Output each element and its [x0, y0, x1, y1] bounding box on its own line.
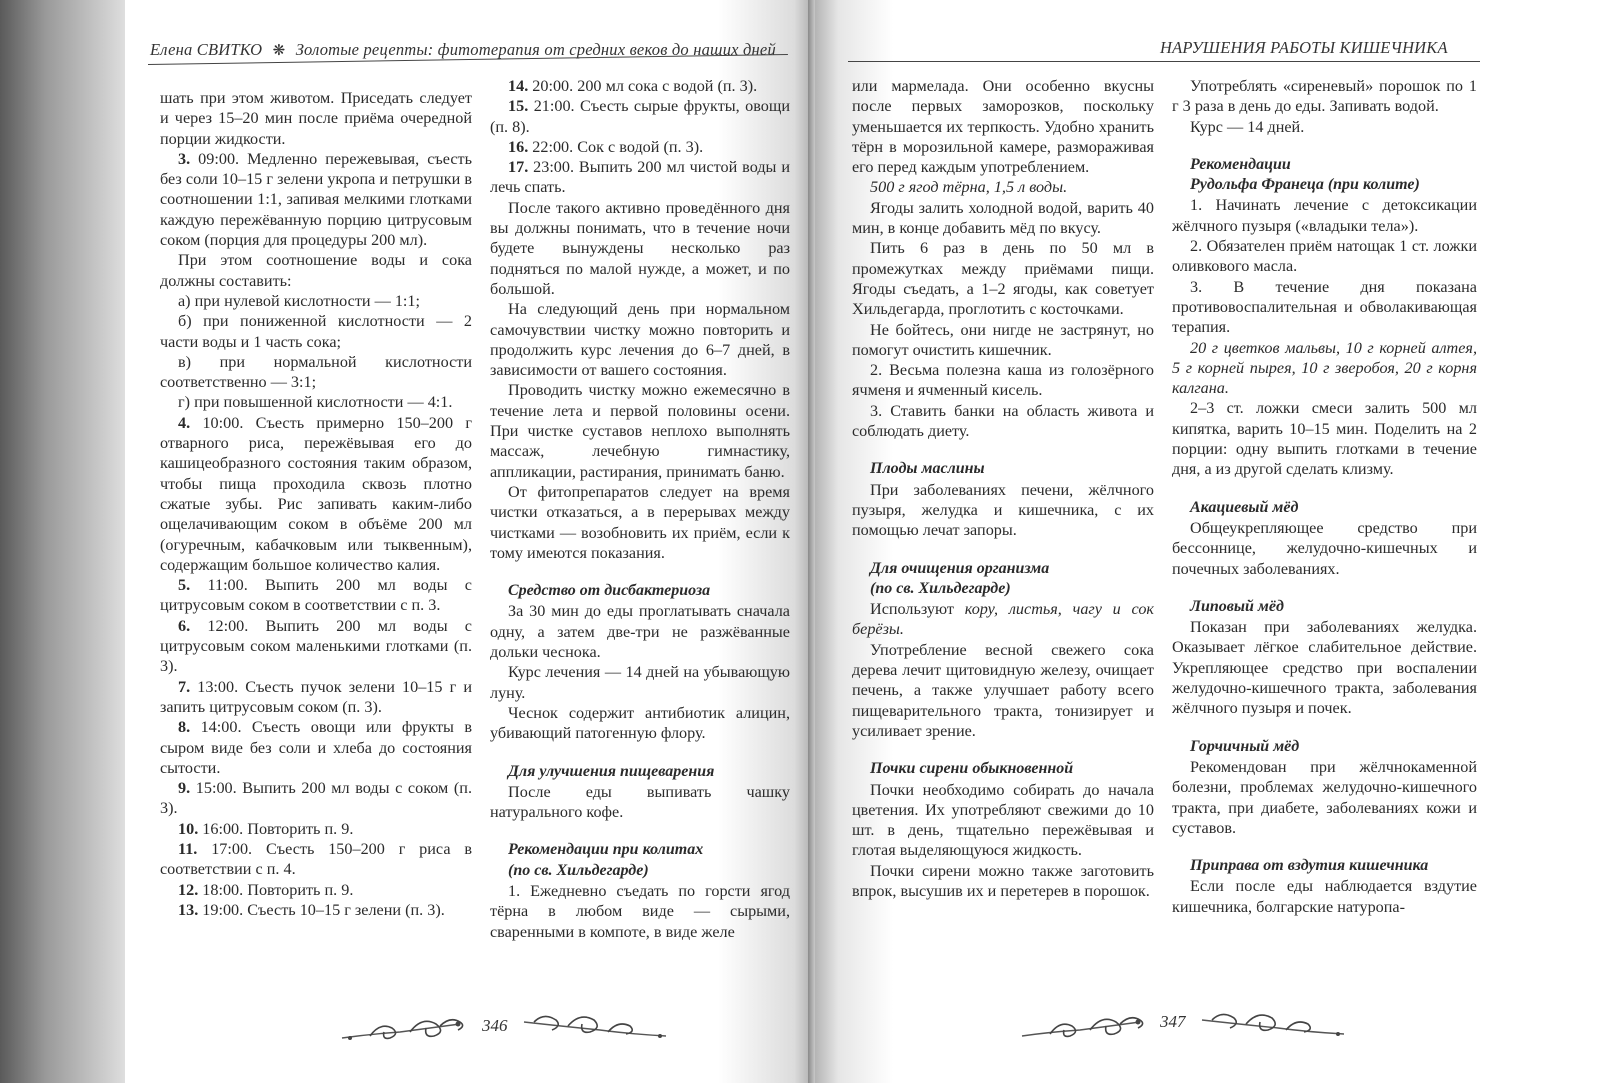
paragraph: 2. Обязателен приём натощак 1 ст. ложки оливкового масла.	[1172, 237, 1477, 276]
left-page-column-1	[160, 88, 472, 920]
right-footer-ornament-right-icon	[1198, 1008, 1348, 1044]
section-heading: Рекомендации	[1190, 155, 1291, 173]
numbered-step: 13. 19:00. Съесть 10–15 г зелени (п. 3).	[178, 900, 445, 919]
header-book-title: Золотые рецепты: фитотерапия от средних веков до наших дней	[295, 40, 776, 59]
left-footer-ornament-right-icon	[520, 1010, 670, 1046]
section-heading: Акациевый мёд	[1190, 498, 1299, 516]
paragraph: Почки сирени можно также заготовить впрок, высушив их и перетерев в порошок.	[852, 861, 1154, 900]
recipe-ingredients: 20 г цветков мальвы, 10 г корней алтея, 5 г корней пырея, 10 г зверобоя, 20 г корня калгана.	[1172, 338, 1477, 398]
section-heading: Липовый мёд	[1190, 597, 1284, 615]
header-chapter: НАРУШЕНИЯ РАБОТЫ КИШЕЧНИКА	[1160, 38, 1448, 57]
paragraph: 3. Ставить банки на область живота и соблюдать диету.	[852, 401, 1154, 441]
paragraph: Рекомендован при жёлчнокаменной болезни, проблемах желудочно-кишечного тракта, при диабете, заболеваниях кожи и суставов.	[1172, 757, 1477, 837]
numbered-step: 14. 20:00. 200 мл сока с водой (п. 3).	[508, 77, 758, 95]
paragraph: Используют кору, листья, чагу и сок берёзы.	[852, 600, 1154, 639]
right-page-column-1	[852, 76, 1154, 901]
header-author: Елена СВИТКО	[150, 40, 263, 59]
list-item: в) при нормальной кислотности соответственно — 3:1;	[160, 352, 472, 392]
section-subheading: Рудольфа Франеца (при колите)	[1190, 176, 1420, 194]
list-item: г) при повышенной кислотности — 4:1.	[178, 393, 453, 412]
numbered-step: 15. 21:00. Съесть сырые фрукты, овощи (п. 8).	[490, 97, 790, 136]
paragraph: 1. Начинать лечение с детоксикации жёлчного пузыря («владыки тела»).	[1172, 196, 1477, 235]
left-footer-ornament-icon	[340, 1012, 480, 1048]
paragraph: За 30 мин до еды проглатывать сначала одну, а затем две-три не разжёванные дольки чеснока.	[490, 602, 790, 662]
left-running-header	[150, 40, 776, 60]
paragraph: 2–3 ст. ложки смеси залить 500 мл кипятка, варить 10–15 мин. Поделить на 2 порции: одну выпить глотками в течение дня, а из другой сделать клизму.	[1172, 399, 1477, 479]
paragraph: Проводить чистку можно ежемесячно в течение лета и первой половины осени. При чистке суставов неплохо выполнять массаж, лечебную гимнастику, аппликации, растирания, принимать баню.	[490, 381, 790, 481]
paragraph: 3. В течение дня показана противовоспалительная и обволакивающая терапия.	[1172, 277, 1477, 337]
section-heading: Почки сирени обыкновенной	[870, 760, 1074, 778]
paragraph: Курс — 14 дней.	[1190, 117, 1305, 136]
section-heading: Горчичный мёд	[1190, 737, 1300, 755]
list-item: б) при пониженной кислотности — 2 части воды и 1 часть сока;	[160, 312, 472, 351]
paragraph: После такого активно проведённого дня вы должны понимать, что в течение ночи будете вынуждены несколько раз подняться по малой нужде, а может, и по большой.	[490, 198, 790, 298]
section-heading: Для улучшения пищеварения	[508, 762, 715, 780]
section-heading: Средство от дисбактериоза	[508, 582, 711, 600]
paragraph: При этом соотношение воды и сока должны составить:	[160, 251, 472, 290]
right-header-rule	[848, 61, 1480, 62]
paragraph: шать при этом животом. Приседать следует и через 15–20 мин после приёма очередной порции жидкости.	[160, 89, 472, 148]
numbered-step: 6. 12:00. Выпить 200 мл воды с цитрусовым соком маленькими глотками (п. 3).	[160, 616, 472, 676]
paragraph: После еды выпивать чашку натурального кофе.	[490, 782, 790, 822]
paragraph: Почки необходимо собирать до начала цветения. Их употребляют свежими до 10 шт. в день, тщательно пережёвывая и глотая выделяющуюся жидкость.	[852, 780, 1154, 860]
right-footer-ornament-icon	[1020, 1010, 1160, 1046]
right-page-column-2	[1172, 76, 1477, 917]
paragraph: Не бойтесь, они нигде не застрянут, но помогут очистить кишечник.	[852, 320, 1154, 359]
right-page-number: 347	[1160, 1012, 1186, 1031]
list-item: а) при нулевой кислотности — 1:1;	[178, 291, 421, 310]
numbered-step: 17. 23:00. Выпить 200 мл чистой воды и лечь спать.	[490, 158, 790, 197]
paragraph: или мармелада. Они особенно вкусны после первых заморозков, поскольку уменьшается их терпкость. Удобно хранить тёрн в морозильной камере, размораживая его перед каждым употреблением.	[852, 77, 1154, 177]
paragraph: Ягоды залить холодной водой, варить 40 мин, в конце добавить мёд по вкусу.	[852, 198, 1154, 238]
numbered-step: 4. 10:00. Съесть примерно 150–200 г отварного риса, пережёвывая его до кашицеобразного состояния таким образом, чтобы пища проходила сквозь плотно сжатые зубы. Рис запивать каким-либо ощелачивающим соком в объёме 200 мл (огуречным, кабачковым или тыквенным), содержащим большое количество калия.	[160, 413, 472, 574]
paragraph: Курс лечения — 14 дней на убывающую луну.	[490, 663, 790, 702]
numbered-step: 8. 14:00. Съесть овощи или фрукты в сыром виде без соли и хлеба до состояния сытости.	[160, 718, 472, 777]
numbered-step: 10. 16:00. Повторить п. 9.	[178, 819, 354, 838]
section-heading: Приправа от вздутия кишечника	[1190, 857, 1429, 875]
book-edge-shadow	[0, 0, 132, 1083]
numbered-step: 11. 17:00. Съесть 150–200 г риса в соответствии с п. 4.	[160, 839, 472, 879]
paragraph: Пить 6 раз в день по 50 мл в промежутках между приёмами пищи. Ягоды съедать, а 1–2 ягоды, как советует Хильдегарда, проглотить с косточками.	[852, 239, 1154, 319]
left-page-column-2	[490, 76, 790, 942]
paragraph: Общеукрепляющее средство при бессоннице, желудочно-кишечных и почечных заболеваниях.	[1172, 518, 1477, 578]
numbered-step: 7. 13:00. Съесть пучок зелени 10–15 г и запить цитрусовым соком (п. 3).	[160, 677, 472, 716]
left-page-number: 346	[482, 1016, 508, 1035]
numbered-step: 5. 11:00. Выпить 200 мл воды с цитрусовым соком в соответствии с п. 3.	[160, 576, 472, 615]
paragraph: Употребление весной свежего сока дерева лечит щитовидную железу, очищает печень, а также улучшает работу всего пищеварительного тракта, тонизирует и усиливает зрение.	[852, 640, 1154, 740]
section-subheading: (по св. Хильдегарде)	[870, 579, 1011, 597]
right-running-header	[1160, 38, 1448, 58]
numbered-step: 16. 22:00. Сок с водой (п. 3).	[508, 137, 704, 156]
paragraph: На следующий день при нормальном самочувствии чистку можно повторить и продолжить курс лечения до 6–7 дней, в зависимости от вашего состояния.	[490, 300, 790, 380]
paragraph: От фитопрепаратов следует на время чистки отказаться, а в перерывах между чистками — возобновить их приём, если к тому имеются показания.	[490, 482, 790, 562]
header-star-icon: ❋	[272, 43, 286, 59]
paragraph: Если после еды наблюдается вздутие кишечника, болгарские натуропа-	[1172, 877, 1477, 916]
paragraph: При заболеваниях печени, жёлчного пузыря, желудка и кишечника, с их помощью лечат запоры.	[852, 480, 1154, 540]
recipe-ingredients: 500 г ягод тёрна, 1,5 л воды.	[870, 178, 1068, 197]
paragraph: 1. Ежедневно съедать по горсти ягод тёрна в любом виде — сырыми, сваренными в компоте, в виде желе	[490, 881, 790, 941]
numbered-step: 3. 09:00. Медленно пережевывая, съесть без соли 10–15 г зелени укропа и петрушки в соотношении 1:1, запивая мелкими глотками каждую пережёванную порцию цитрусовым соком (порция для процедуры 200 мл).	[160, 149, 472, 250]
numbered-step: 12. 18:00. Повторить п. 9.	[178, 880, 354, 899]
section-heading: Плоды маслины	[870, 460, 985, 478]
paragraph: Показан при заболеваниях желудка. Оказывает лёгкое слабительное действие. Укрепляющее средство при воспалении желудочно-кишечного тракта, заболевания жёлчного пузыря и почек.	[1172, 618, 1477, 718]
paragraph: 2. Весьма полезна каша из голозёрного ячменя и ячменный кисель.	[852, 361, 1154, 400]
section-heading: Рекомендации при колитах	[508, 841, 704, 859]
paragraph: Употреблять «сиреневый» порошок по 1 г 3 раза в день до еды. Запивать водой.	[1172, 77, 1477, 116]
section-heading: Для очищения организма	[870, 559, 1050, 577]
section-subheading: (по св. Хильдегарде)	[508, 861, 649, 879]
numbered-step: 9. 15:00. Выпить 200 мл воды с соком (п. 3).	[160, 779, 472, 818]
paragraph: Чеснок содержит антибиотик алицин, убивающий патогенную флору.	[490, 703, 790, 743]
